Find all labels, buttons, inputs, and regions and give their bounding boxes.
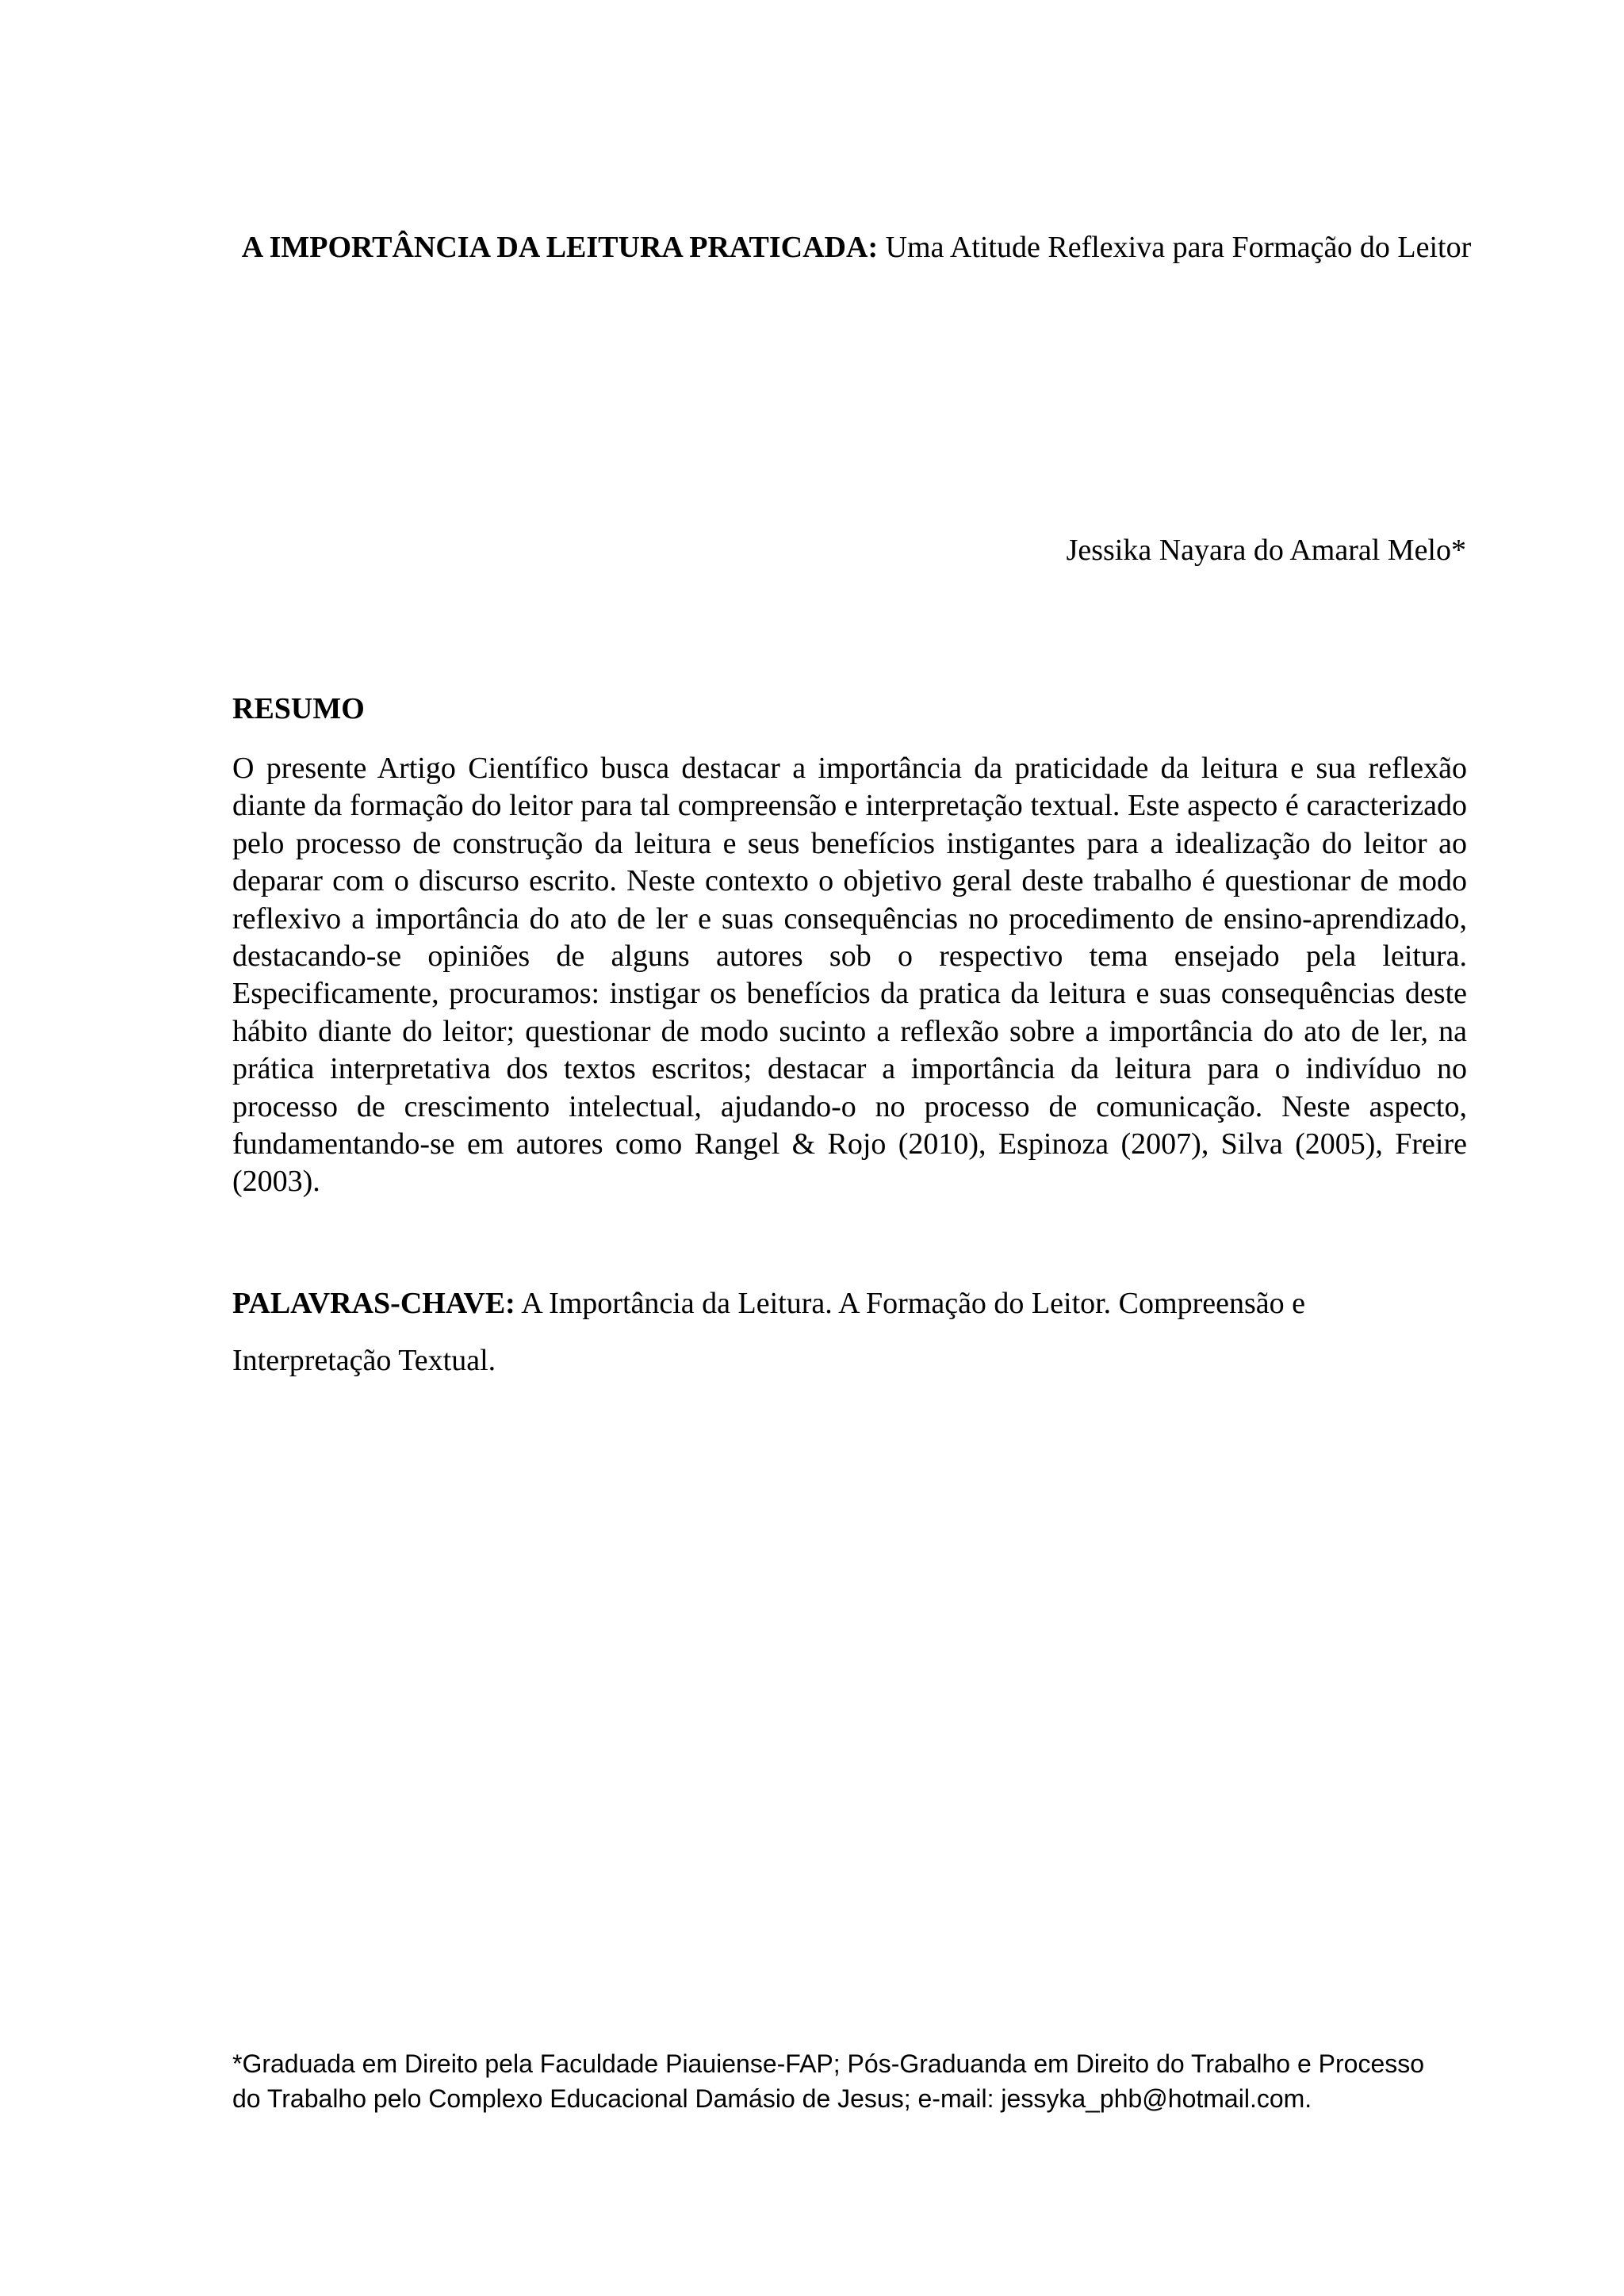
author-name: Jessika Nayara do Amaral Melo* — [1066, 534, 1466, 567]
paper-title-bold: A IMPORTÂNCIA DA LEITURA PRATICADA: — [241, 231, 879, 264]
author-footnote: *Graduada em Direito pela Faculdade Piauiense-FAP; Pós-Graduanda em Direito do Trabalho e Processo do Trabalho pelo Complexo Educacional Damásio de Jesus; e-mail: jessyka_phb@hotmail.com. — [232, 2049, 1425, 2113]
paper-title-subtitle: Uma Atitude Reflexiva para Formação do Leitor — [885, 231, 1472, 264]
paper-title — [222, 219, 1491, 276]
keywords-label: PALAVRAS-CHAVE: — [232, 1287, 515, 1320]
abstract-heading: RESUMO — [232, 692, 365, 725]
keywords — [232, 1275, 1467, 1389]
abstract-text: O presente Artigo Científico busca destacar a importância da praticidade da leitura e sua reflexão diante da formação do leitor para tal compreensão e interpretação textual. Este aspecto é caracterizado pelo processo de construção da leitura e seus benefícios instigantes para a idealização do leitor ao deparar com o discurso escrito. Neste contexto o objetivo geral deste trabalho é questionar de modo reflexivo a importância do ato de ler e suas consequências no procedimento de ensino-aprendizado, destacando-se opiniões de alguns autores sob o respectivo tema ensejado pela leitura. Especificamente, procuramos: instigar os benefícios da pratica da leitura e suas consequências deste hábito diante do leitor; questionar de modo sucinto a reflexão sobre a importância do ato de ler, na prática interpretativa dos textos escritos; destacar a importância da leitura para o indivíduo no processo de crescimento intelectual, ajudando-o no processo de comunicação. Neste aspecto, fundamentando-se em autores como Rangel & Rojo (2010), Espinoza (2007), Silva (2005), Freire (2003). — [232, 752, 1467, 1199]
keywords-text: A Importância da Leitura. A Formação do Leitor. Compreensão e Interpretação Textual. — [232, 1287, 1305, 1377]
